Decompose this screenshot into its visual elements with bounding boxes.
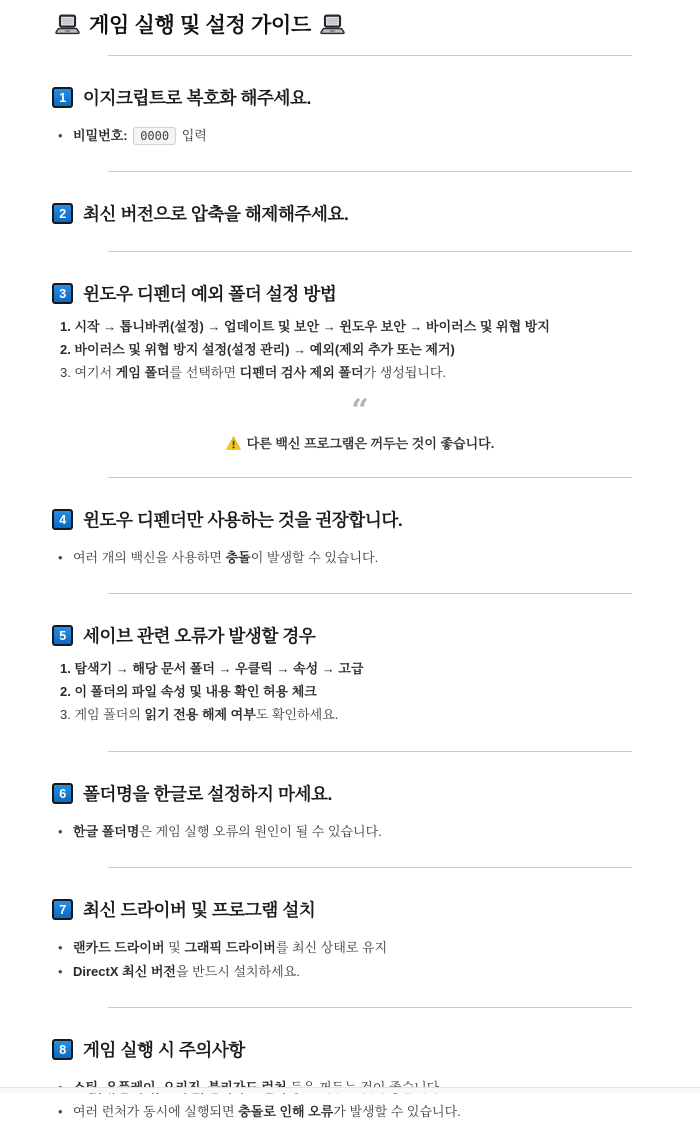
step-item: 1. 시작 → 톱니바퀴(설정) → 업데이트 및 보안 → 윈도우 보안 → 바이러스 및 위협 방지 [60, 319, 550, 334]
section-title: 세이브 관련 오류가 발생할 경우 [83, 626, 316, 646]
section-title: 폴더명을 한글로 설정하지 마세요. [83, 784, 332, 804]
section-heading [52, 897, 700, 922]
section-title: 이지크립트로 복호화 해주세요. [83, 88, 311, 108]
bullet-item: • 여러 개의 백신을 사용하면 충돌이 발생할 수 있습니다. [57, 548, 700, 568]
quote-block [30, 393, 690, 452]
section-title: 윈도우 디펜더 예외 폴더 설정 방법 [83, 284, 337, 304]
bullet-list [57, 822, 700, 842]
section-number-badge: 6 [52, 783, 73, 804]
bullet-list [57, 938, 700, 982]
section-heading [52, 623, 700, 648]
page-title-text: 게임 실행 및 설정 가이드 [89, 14, 311, 37]
section-defender-exception [0, 281, 700, 452]
warning-line [30, 433, 690, 452]
step-item: 3. 여기서 게임 폴더를 선택하면 디펜더 검사 제외 폴더가 생성됩니다. [60, 365, 447, 380]
section-divider [108, 867, 632, 868]
section-save-error [0, 623, 700, 726]
bullet-list [57, 548, 700, 568]
step-item: 2. 이 폴더의 파일 속성 및 내용 확인 허용 체크 [60, 684, 317, 699]
section-title: 게임 실행 시 주의사항 [83, 1040, 245, 1060]
section-decrypt [0, 85, 700, 146]
section-number-badge: 4 [52, 509, 73, 530]
page-title [55, 9, 700, 39]
bottom-strip [0, 1087, 700, 1093]
section-title: 최신 드라이버 및 프로그램 설치 [83, 900, 316, 920]
section-number-badge: 1 [52, 87, 73, 108]
section-number-badge: 7 [52, 899, 73, 920]
section-no-korean-folder [0, 781, 700, 842]
warning-icon [226, 436, 241, 450]
steps-list [60, 657, 700, 726]
bullet-item: • 비밀번호: 0000 입력 [57, 126, 700, 146]
bullet-item: • 여러 런처가 동시에 실행되면 충돌로 인해 오류가 발생할 수 있습니다. [57, 1102, 700, 1122]
section-number-badge: 5 [52, 625, 73, 646]
section-heading [52, 201, 700, 226]
section-defender-only [0, 507, 700, 568]
section-heading [52, 281, 700, 306]
section-heading [52, 507, 700, 532]
section-number-badge: 2 [52, 203, 73, 224]
bullet-list [57, 126, 700, 146]
section-heading [52, 1037, 700, 1062]
section-drivers [0, 897, 700, 982]
bullet-item: • DirectX 최신 버전을 반드시 설치하세요. [57, 962, 700, 982]
section-heading [52, 85, 700, 110]
bullet-list [57, 1078, 700, 1122]
section-divider [108, 251, 632, 252]
bullet-item: • 랜카드 드라이버 및 그래픽 드라이버를 최신 상태로 유지 [57, 938, 700, 958]
section-divider [108, 593, 632, 594]
steps-list [60, 315, 700, 384]
warning-text: 다른 백신 프로그램은 꺼두는 것이 좋습니다. [246, 436, 495, 451]
section-divider [108, 751, 632, 752]
section-divider [108, 171, 632, 172]
laptop-icon [320, 14, 345, 35]
section-heading [52, 781, 700, 806]
section-number-badge: 8 [52, 1039, 73, 1060]
laptop-icon [55, 14, 80, 35]
bullet-item: • 한글 폴더명은 게임 실행 오류의 원인이 될 수 있습니다. [57, 822, 700, 842]
guide-page [0, 9, 700, 1119]
section-run-caution [0, 1037, 700, 1122]
step-item: 1. 탐색기 → 해당 문서 폴더 → 우클릭 → 속성 → 고급 [60, 661, 364, 676]
section-divider [108, 477, 632, 478]
section-divider [108, 55, 632, 56]
section-title: 윈도우 디펜더만 사용하는 것을 권장합니다. [83, 510, 403, 530]
step-item: 3. 게임 폴더의 읽기 전용 해제 여부도 확인하세요. [60, 707, 339, 722]
section-divider [108, 1007, 632, 1008]
section-unzip [0, 201, 700, 226]
section-number-badge: 3 [52, 283, 73, 304]
password-code: 0000 [133, 127, 176, 145]
quote-icon: “ [351, 393, 369, 428]
section-title: 최신 버전으로 압축을 해제해주세요. [83, 204, 349, 224]
step-item: 2. 바이러스 및 위협 방지 설정(설정 관리) → 예외(제외 추가 또는 제거) [60, 342, 455, 357]
